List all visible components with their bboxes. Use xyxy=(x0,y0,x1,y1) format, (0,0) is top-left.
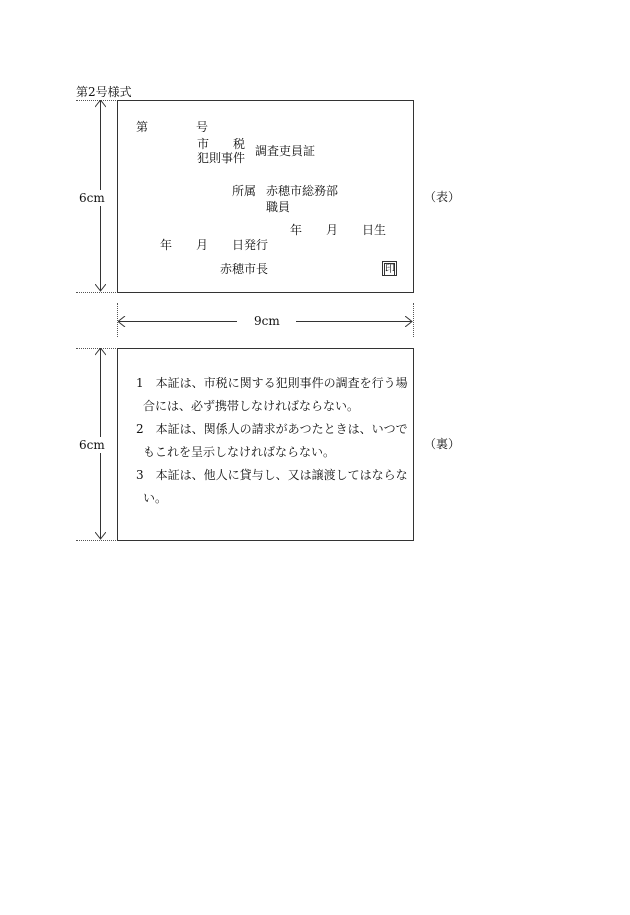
back-side-label: （裏） xyxy=(424,437,461,451)
affiliation-value: 赤穂市総務部 xyxy=(266,184,339,198)
back-bottom-guide xyxy=(76,540,118,541)
tax-line-2: 犯則事件 xyxy=(197,151,246,165)
number-suffix: 号 xyxy=(196,120,209,134)
back-line-5: 3 本証は、他人に貸与し、又は譲渡してはならな xyxy=(136,468,408,482)
back-line-3: 2 本証は、関係人の請求があつたときは、いつで xyxy=(136,422,408,436)
width-right-guide xyxy=(413,303,414,337)
tax-line-1: 市 税 xyxy=(197,137,246,151)
width-arrow-left-icon xyxy=(118,316,126,327)
back-height-label: 6cm xyxy=(79,438,105,452)
back-line-4: もこれを呈示しなければならない。 xyxy=(143,445,336,459)
back-arrow-down-icon xyxy=(95,532,106,540)
cert-name: 調査吏員証 xyxy=(255,144,316,158)
form-title: 第2号様式 xyxy=(76,85,132,99)
width-arrow-left-line xyxy=(119,321,237,322)
front-arrow-up-icon xyxy=(95,100,106,108)
back-arrow-up-icon xyxy=(95,348,106,356)
number-prefix: 第 xyxy=(136,120,149,134)
seal-stamp xyxy=(382,261,397,276)
front-bottom-guide xyxy=(76,292,118,293)
width-label: 9cm xyxy=(254,314,280,328)
seal-text: 印 xyxy=(385,264,395,275)
issue-date: 年 月 日発行 xyxy=(160,238,269,252)
staff-label: 職員 xyxy=(266,200,291,214)
affiliation-label: 所属 xyxy=(232,184,257,198)
front-arrow-down-icon xyxy=(95,284,106,292)
birth-date: 年 月 日生 xyxy=(290,223,387,237)
front-height-label: 6cm xyxy=(79,191,105,205)
width-arrow-right-line xyxy=(296,321,412,322)
front-side-label: （表） xyxy=(424,190,461,204)
back-line-2: 合には、必ず携帯しなければならない。 xyxy=(143,399,360,413)
width-arrow-right-icon xyxy=(405,316,413,327)
back-line-1: 1 本証は、市税に関する犯則事件の調査を行う場 xyxy=(136,376,408,390)
issuer: 赤穂市長 xyxy=(220,262,269,276)
back-line-6: い。 xyxy=(143,491,168,505)
